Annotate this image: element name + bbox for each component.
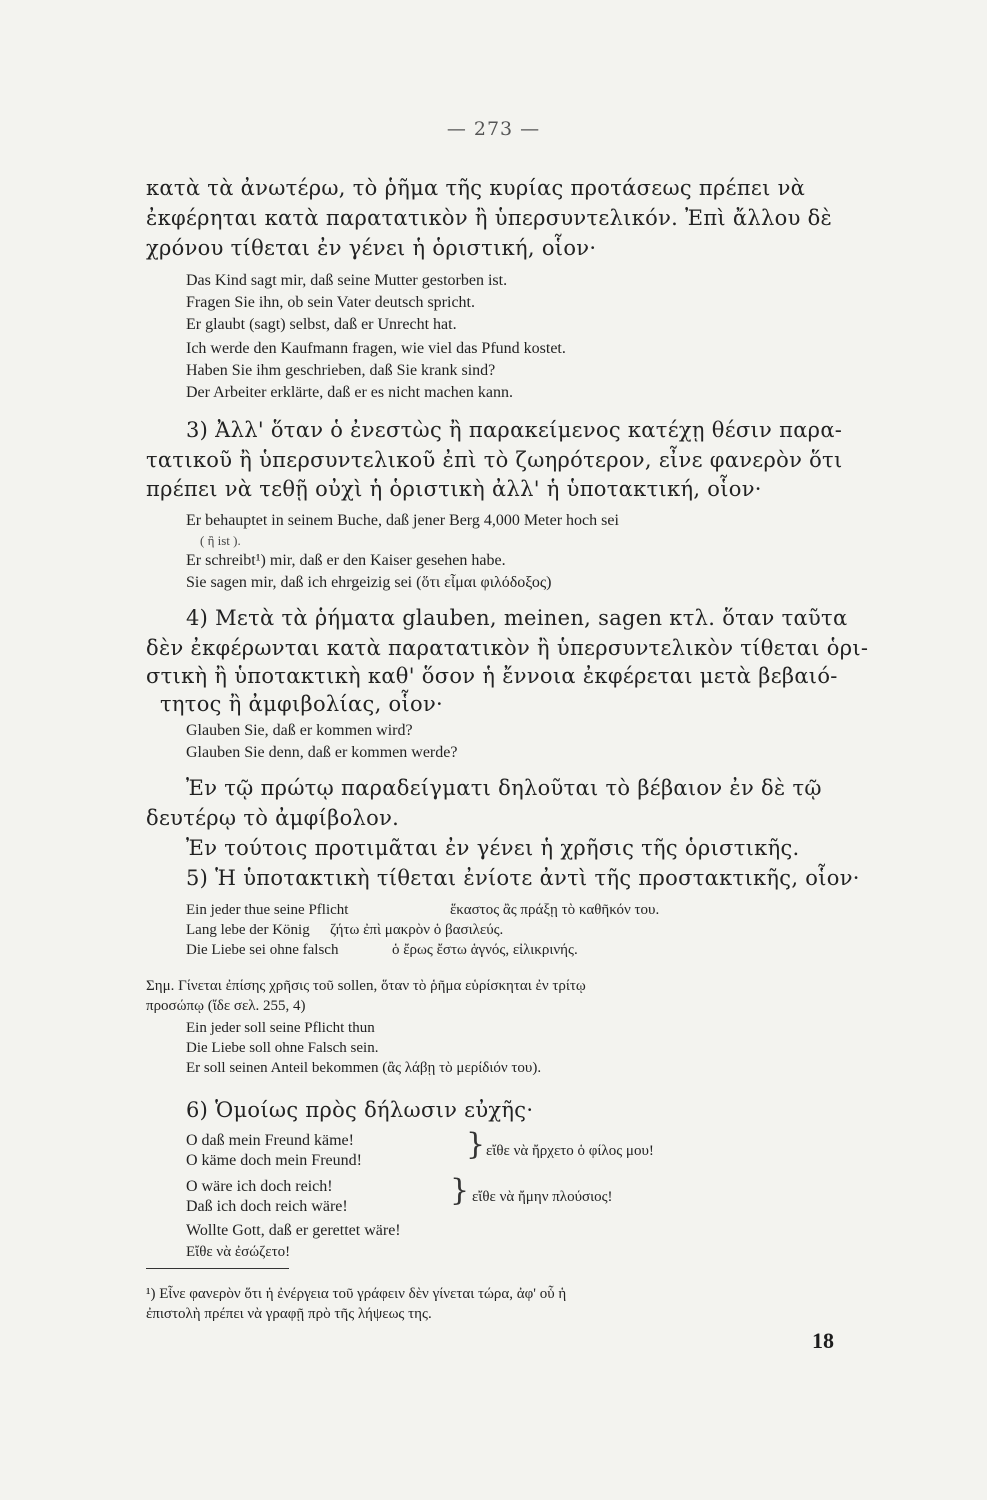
note-line-2: προσώπῳ (ἴδε σελ. 255, 4) xyxy=(146,998,306,1014)
section-3-line-1: 3) Ἀλλ' ὅταν ὁ ἐνεστὼς ἢ παρακείμενος κατέχῃ θέσιν παρα- xyxy=(186,418,843,442)
example-4-1: Glauben Sie, daß er kommen wird? xyxy=(186,722,413,739)
example-1-3: Er glaubt (sagt) selbst, daß er Unrecht hat. xyxy=(186,316,457,333)
section-6-line-1: 6) Ὁμοίως πρὸς δήλωσιν εὐχῆς· xyxy=(186,1098,534,1122)
footnote-line-1: ¹) Εἶνε φανερὸν ὅτι ἡ ἐνέργεια τοῦ γράφειν δὲν γίνεται τώρα, ἀφ' οὗ ἡ xyxy=(146,1286,567,1302)
explain-line-1: Ἐν τῷ πρώτῳ παραδείγματι δηλοῦται τὸ βέβαιον ἐν δὲ τῷ xyxy=(186,776,822,800)
note-example-1: Ein jeder soll seine Pflicht thun xyxy=(186,1020,375,1036)
example-5-1-gr: ἕκαστος ἂς πράξῃ τὸ καθῆκόν του. xyxy=(450,902,660,918)
intro-line-2: ἐκφέρηται κατὰ παρατατικὸν ἢ ὑπερσυντελικόν. Ἐπὶ ἄλλου δὲ xyxy=(146,206,833,230)
section-4-line-3: στικὴ ἢ ὑποτακτικὴ καθ' ὅσον ἡ ἔννοια ἐκφέρεται μετὰ βεβαιό- xyxy=(146,664,838,688)
section-4-line-2: δὲν ἐκφέρωνται κατὰ παρατατικὸν ἢ ὑπερσυντελικὸν τίθεται ὁρι- xyxy=(146,636,869,660)
brace-1: } xyxy=(466,1127,486,1162)
example-3-1b: ( ἢ ist ). xyxy=(200,533,241,548)
intro-line-1: κατὰ τὰ ἀνωτέρω, τὸ ῥῆμα τῆς κυρίας προτάσεως πρέπει νὰ xyxy=(146,176,806,200)
note-example-2: Die Liebe soll ohne Falsch sein. xyxy=(186,1040,379,1056)
example-3-3: Sie sagen mir, daß ich ehrgeizig sei (ὅτι εἶμαι φιλόδοξος) xyxy=(186,574,552,591)
explain-line-2: δευτέρῳ τὸ ἀμφίβολον. xyxy=(146,806,400,830)
page-number-bottom: 18 xyxy=(812,1328,834,1353)
example-6-4: Daß ich doch reich wäre! xyxy=(186,1198,348,1215)
example-4-2: Glauben Sie denn, daß er kommen werde? xyxy=(186,744,458,761)
page-number-top: — 273 — xyxy=(446,118,541,140)
example-5-3-de: Die Liebe sei ohne falsch xyxy=(186,942,339,958)
example-5-2-gr: ζήτω ἐπὶ μακρὸν ὁ βασιλεύς. xyxy=(330,922,504,938)
example-1-2: Fragen Sie ihn, ob sein Vater deutsch spricht. xyxy=(186,294,475,311)
section-4-line-4: τητος ἢ ἀμφιβολίας, οἷον· xyxy=(160,692,444,716)
example-6-gr-1: εἴθε νὰ ἤρχετο ὁ φίλος μου! xyxy=(486,1143,654,1159)
example-3-2: Er schreibt¹) mir, daß er den Kaiser gesehen habe. xyxy=(186,552,506,569)
example-6-5: Wollte Gott, daß er gerettet wäre! xyxy=(186,1222,401,1239)
example-5-1-de: Ein jeder thue seine Pflicht xyxy=(186,902,349,918)
example-6-gr-2: εἴθε νὰ ἤμην πλούσιος! xyxy=(472,1189,613,1205)
example-1-6: Der Arbeiter erklärte, daß er es nicht machen kann. xyxy=(186,384,513,401)
section-5-line-1: 5) Ἡ ὑποτακτικὴ τίθεται ἐνίοτε ἀντὶ τῆς προστακτικῆς, οἷον· xyxy=(186,866,860,890)
example-5-2-de: Lang lebe der König xyxy=(186,922,310,938)
note-line-1: Σημ. Γίνεται ἐπίσης χρῆσις τοῦ sollen, ὅταν τὸ ῥῆμα εὑρίσκηται ἐν τρίτῳ xyxy=(146,978,586,994)
example-6-3: O wäre ich doch reich! xyxy=(186,1178,333,1195)
section-4-line-1: 4) Μετὰ τὰ ῥήματα glauben, meinen, sagen κτλ. ὅταν ταῦτα xyxy=(186,606,848,630)
example-5-3-gr: ὁ ἔρως ἔστω ἁγνός, εἰλικρινής. xyxy=(392,942,578,958)
section-3-line-3: πρέπει νὰ τεθῇ οὐχὶ ἡ ὁριστικὴ ἀλλ' ἡ ὑποτακτική, οἷον· xyxy=(146,477,762,501)
intro-line-3: χρόνου τίθεται ἐν γένει ἡ ὁριστική, οἷον· xyxy=(146,236,597,260)
example-1-1: Das Kind sagt mir, daß seine Mutter gestorben ist. xyxy=(186,272,508,289)
footnote-rule xyxy=(146,1268,289,1269)
explain-line-3: Ἐν τούτοις προτιμᾶται ἐν γένει ἡ χρῆσις τῆς ὁριστικῆς. xyxy=(186,836,800,860)
note-example-3: Er soll seinen Anteil bekommen (ἂς λάβῃ τὸ μερίδιόν του). xyxy=(186,1060,542,1076)
brace-2: } xyxy=(450,1173,470,1208)
example-6-1: O daß mein Freund käme! xyxy=(186,1132,354,1149)
example-3-1: Er behauptet in seinem Buche, daß jener Berg 4,000 Meter hoch sei xyxy=(186,512,619,529)
section-3-line-2: τατικοῦ ἢ ὑπερσυντελικοῦ ἐπὶ τὸ ζωηρότερον, εἶνε φανερὸν ὅτι xyxy=(146,448,843,472)
example-6-6: Εἴθε νὰ ἐσώζετο! xyxy=(186,1244,291,1260)
example-1-4: Ich werde den Kaufmann fragen, wie viel das Pfund kostet. xyxy=(186,340,566,357)
example-6-2: O käme doch mein Freund! xyxy=(186,1152,362,1169)
example-1-5: Haben Sie ihm geschrieben, daß Sie krank sind? xyxy=(186,362,496,379)
footnote-line-2: ἐπιστολὴ πρέπει νὰ γραφῇ πρὸ τῆς λήψεως της. xyxy=(146,1306,432,1322)
